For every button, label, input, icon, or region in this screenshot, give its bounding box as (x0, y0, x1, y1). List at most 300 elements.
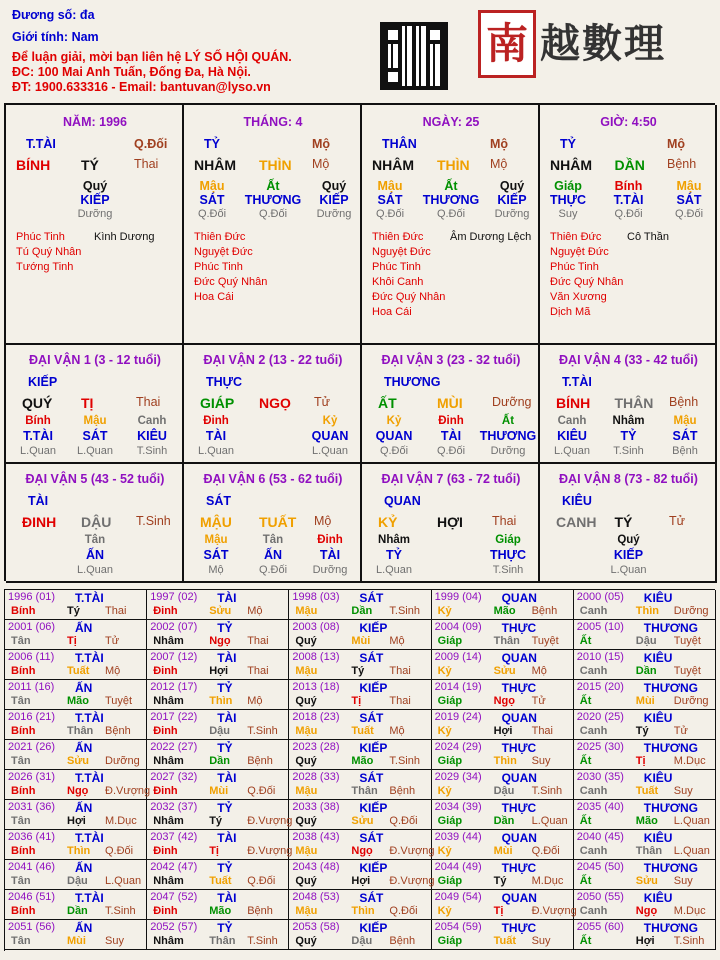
year-god: TỶ (217, 621, 233, 635)
year-branch: Tị (209, 845, 219, 857)
year-cell (5, 710, 147, 740)
dv-hidden-stem: Mậu (204, 534, 228, 546)
pillar-title: NĂM: 1996 (63, 115, 127, 129)
dai-van-phase: Dưỡng (492, 395, 532, 409)
year-stem: Tân (11, 635, 31, 647)
year-phase: Mộ (247, 605, 263, 617)
year-cell (289, 860, 435, 890)
year-phase: Thai (247, 635, 269, 647)
year-label: 2053 (58) (292, 921, 340, 933)
star-left: Dịch Mã (550, 306, 591, 318)
year-branch: Mùi (635, 695, 655, 707)
hidden-god: SÁT (676, 193, 702, 207)
year-branch: Tuất (67, 665, 90, 677)
year-branch: Thân (67, 725, 94, 737)
year-god: KIẾP (359, 861, 388, 875)
year-label: 2026 (31) (8, 771, 56, 783)
year-label: 2005 (10) (576, 621, 624, 633)
dv-hidden-phase: L.Quan (19, 445, 57, 457)
year-god: ẤN (75, 741, 93, 755)
year-branch: Hợi (635, 935, 655, 947)
dv-hidden-phase: L.Quan (76, 564, 114, 576)
dv-hidden-god: ẤN (263, 548, 283, 562)
year-god: THƯƠNG (643, 681, 698, 695)
year-branch: Hợi (67, 815, 86, 827)
year-god: QUAN (501, 591, 537, 605)
dai-van-cell (184, 464, 362, 583)
year-cell (289, 680, 431, 710)
year-phase: M.Dục (105, 815, 137, 827)
pillar-stem: NHÂM (194, 157, 236, 173)
year-branch: Tị (67, 635, 77, 647)
year-label: 2052 (57) (150, 921, 198, 933)
year-stem: Giáp (437, 875, 463, 887)
year-stem: Kỷ (437, 665, 452, 677)
year-god: TÀI (217, 711, 237, 725)
year-god: ẤN (75, 861, 93, 875)
hidden-phase: Q.Đối (436, 208, 466, 220)
year-label: 2008 (13) (292, 651, 340, 663)
year-stem: Canh (579, 605, 608, 617)
star-left: Phúc Tinh (194, 261, 243, 273)
year-cell (432, 830, 574, 860)
year-label: 2054 (59) (434, 921, 482, 933)
dv-hidden-phase: L.Quan (375, 564, 413, 576)
year-god: TÀI (217, 591, 237, 605)
year-cell (432, 710, 574, 740)
dv-hidden-phase: L.Quan (311, 445, 349, 457)
year-label: 2043 (48) (292, 861, 340, 873)
year-stem: Ất (579, 635, 592, 647)
year-stem: Canh (579, 845, 608, 857)
year-cell (147, 620, 289, 650)
year-cell (574, 890, 716, 920)
year-stem: Quý (295, 695, 317, 707)
year-phase: Bệnh (105, 725, 131, 737)
dv-hidden-god: TỶ (620, 429, 637, 443)
year-god: TỶ (217, 921, 233, 935)
year-branch: Sửu (635, 875, 658, 887)
year-god: TỶ (217, 681, 233, 695)
contact-note: Để luận giải, mời bạn liên hệ LÝ SỐ HỘI QUÁN. (12, 50, 292, 64)
year-stem: Kỷ (437, 905, 452, 917)
year-branch: Dậu (209, 725, 230, 737)
year-god: SÁT (359, 651, 384, 665)
year-stem: Kỷ (437, 845, 452, 857)
year-phase: Thai (247, 665, 269, 677)
pillar-cell (184, 105, 362, 345)
dai-van-branch: DẬU (81, 514, 112, 530)
year-label: 2016 (21) (8, 711, 56, 723)
star-left: Văn Xương (550, 291, 607, 303)
year-label: 1997 (02) (150, 591, 198, 603)
dai-van-cell (540, 464, 717, 583)
year-label: 2017 (22) (150, 711, 198, 723)
year-phase: Đ.Vượng (247, 845, 293, 857)
hidden-god: KIẾP (497, 193, 527, 207)
year-label: 2024 (29) (434, 741, 482, 753)
star-left: Đức Quý Nhân (194, 276, 268, 288)
dv-hidden-phase: Mộ (208, 564, 224, 576)
dv-hidden-stem: Giáp (495, 534, 521, 546)
year-branch: Dần (351, 605, 373, 617)
year-stem: Quý (295, 875, 317, 887)
year-label: 2041 (46) (8, 861, 56, 873)
hidden-stem: Bính (614, 179, 643, 193)
year-stem: Ất (579, 695, 592, 707)
year-label: 2044 (49) (434, 861, 482, 873)
year-cell (147, 650, 289, 680)
year-god: THỰC (501, 801, 537, 815)
dv-hidden-god: SÁT (203, 548, 229, 562)
year-stem: Nhâm (153, 755, 184, 767)
year-label: 2034 (39) (434, 801, 482, 813)
year-cell (574, 680, 716, 710)
year-god: TỶ (217, 861, 233, 875)
dai-van-title: ĐẠI VẬN 7 (63 - 72 tuổi) (381, 472, 521, 486)
year-god: KIÊU (643, 891, 673, 905)
dai-van-stem: ẤT (378, 395, 397, 411)
year-cell (574, 860, 716, 890)
year-branch: Mão (351, 755, 374, 767)
year-cell (574, 650, 716, 680)
hidden-stem: Ất (266, 179, 280, 193)
year-label: 2014 (19) (434, 681, 482, 693)
year-label: 2049 (54) (434, 891, 482, 903)
year-cell (289, 770, 431, 800)
year-cell (289, 920, 431, 950)
year-branch: Thân (493, 635, 520, 647)
year-label: 2033 (38) (292, 801, 340, 813)
year-stem: Mậu (295, 845, 318, 857)
pillar-title: THÁNG: 4 (243, 115, 303, 129)
year-god: TÀI (217, 651, 237, 665)
year-branch: Thìn (351, 905, 375, 917)
star-left: Đức Quý Nhân (550, 276, 624, 288)
year-phase: Suy (673, 875, 693, 887)
dai-van-phase: Thai (136, 395, 161, 409)
year-branch: Dậu (351, 935, 373, 947)
year-god: T.TÀI (75, 771, 104, 785)
star-right: Kình Dương (94, 231, 155, 243)
star-right: Âm Dương Lệch (450, 231, 532, 243)
dv-hidden-stem: Đinh (203, 415, 229, 427)
gender: Giới tính: Nam (12, 30, 99, 44)
hidden-god: SÁT (199, 193, 225, 207)
dai-van-phase: Tử (314, 395, 331, 409)
year-branch: Tý (493, 875, 507, 887)
year-branch: Hợi (493, 725, 513, 737)
year-branch: Tuất (493, 935, 516, 947)
year-phase: Bệnh (531, 605, 558, 617)
year-stem: Giáp (437, 755, 463, 767)
year-stem: Đinh (153, 605, 178, 617)
year-god: THƯƠNG (643, 741, 698, 755)
dv-hidden-god: TÀI (205, 429, 227, 443)
star-left: Hoa Cái (194, 291, 234, 303)
year-stem: Mậu (295, 605, 318, 617)
year-phase: Tử (673, 725, 688, 737)
year-cell (147, 800, 293, 830)
year-god: QUAN (501, 891, 537, 905)
dai-van-phase: Thai (492, 514, 517, 528)
year-phase: T.Sinh (247, 935, 278, 947)
dv-hidden-god: T.TÀI (23, 429, 53, 443)
dv-hidden-god: QUAN (311, 429, 349, 443)
pillar-phase: Mộ (312, 157, 330, 171)
year-cell (574, 800, 716, 830)
star-left: Khôi Canh (372, 276, 424, 288)
year-branch: Dần (209, 755, 230, 767)
year-branch: Tuất (635, 785, 659, 797)
year-phase: M.Dục (531, 875, 564, 887)
year-label: 2003 (08) (292, 621, 340, 633)
year-label: 2010 (15) (576, 651, 624, 663)
year-stem: Nhâm (153, 635, 184, 647)
year-label: 2023 (28) (292, 741, 340, 753)
year-label: 2027 (32) (150, 771, 198, 783)
year-stem: Tân (11, 755, 31, 767)
year-branch: Thìn (493, 755, 517, 767)
dv-hidden-god: SÁT (82, 429, 108, 443)
hidden-god: THƯƠNG (244, 193, 302, 207)
year-branch: Mùi (209, 785, 229, 797)
year-stem: Kỷ (437, 605, 452, 617)
year-god: KIÊU (643, 771, 673, 785)
year-phase: Bệnh (389, 785, 416, 797)
star-left: Nguyệt Đức (372, 246, 431, 258)
dai-van-title: ĐẠI VẬN 6 (53 - 62 tuổi) (203, 472, 343, 486)
year-cell (147, 920, 289, 950)
dai-van-phase: Bệnh (669, 395, 699, 409)
dv-hidden-god: KIÊU (557, 429, 587, 443)
dai-van-stem: QUÝ (22, 395, 53, 411)
pillar-top-right: Mộ (667, 137, 686, 151)
star-left: Nguyệt Đức (550, 246, 609, 258)
year-god: TỶ (217, 741, 233, 755)
year-cell (5, 830, 147, 860)
year-branch: Mão (67, 695, 89, 707)
year-label: 2045 (50) (576, 861, 624, 873)
year-phase: Q.Đối (389, 905, 418, 917)
year-label: 2029 (34) (434, 771, 482, 783)
year-phase: Suy (105, 935, 124, 947)
year-branch: Tuất (209, 875, 232, 887)
dv-hidden-stem: Nhâm (612, 415, 645, 427)
year-god: SÁT (359, 591, 384, 605)
year-branch: Ngọ (209, 635, 231, 647)
year-stem: Quý (295, 815, 317, 827)
year-branch: Thìn (635, 605, 660, 617)
year-phase: Mộ (247, 695, 263, 707)
year-label: 2019 (24) (434, 711, 482, 723)
hidden-phase: Q.Đối (375, 208, 405, 220)
dv-hidden-phase: L.Quan (76, 445, 114, 457)
hidden-phase: Dưỡng (494, 208, 530, 220)
hidden-phase: Q.Đối (614, 208, 643, 220)
year-branch: Tị (493, 905, 504, 917)
year-god: KIẾP (359, 621, 388, 635)
year-cell (574, 590, 716, 620)
dai-van-branch: TÝ (614, 514, 633, 530)
year-branch: Dần (67, 905, 88, 917)
year-phase: Mộ (389, 725, 405, 737)
year-phase: Tử (531, 695, 546, 707)
year-branch: Thìn (67, 845, 91, 857)
dv-hidden-stem: Tân (262, 534, 284, 546)
year-branch: Ngọ (67, 785, 89, 797)
year-phase: Q.Đối (105, 845, 134, 857)
year-god: TÀI (217, 891, 237, 905)
year-stem: Đinh (153, 785, 178, 797)
year-god: TỶ (217, 801, 233, 815)
pillar-stem-god: THÂN (382, 137, 417, 151)
dai-van-cell (540, 345, 717, 464)
year-stem: Tân (11, 935, 31, 947)
owner-name: Đương số: đa (12, 8, 95, 22)
hidden-stem: Mậu (377, 179, 403, 193)
dai-van-stem: CANH (556, 514, 597, 530)
year-label: 2007 (12) (150, 651, 198, 663)
year-cell (5, 890, 147, 920)
year-cell (289, 890, 431, 920)
year-god: THƯƠNG (643, 801, 698, 815)
year-label: 1999 (04) (434, 591, 482, 603)
hidden-stem: Quý (82, 179, 108, 193)
year-cell (574, 620, 716, 650)
dv-hidden-god: SÁT (672, 429, 698, 443)
dv-hidden-god: QUAN (375, 429, 413, 443)
year-label: 2025 (30) (576, 741, 624, 753)
dv-hidden-god: THƯƠNG (479, 429, 537, 443)
year-branch: Sửu (351, 815, 374, 827)
year-stem: Đinh (153, 725, 178, 737)
year-phase: L.Quan (531, 815, 568, 827)
year-god: KIÊU (643, 651, 673, 665)
annual-table (4, 589, 715, 951)
year-cell (432, 740, 574, 770)
year-branch: Mão (635, 815, 658, 827)
hidden-god: THƯƠNG (422, 193, 480, 207)
dv-hidden-phase: Dưỡng (312, 564, 348, 576)
year-stem: Tân (11, 695, 31, 707)
dai-van-title: ĐẠI VẬN 2 (13 - 22 tuổi) (203, 353, 343, 367)
dv-hidden-phase: L.Quan (197, 445, 235, 457)
year-stem: Ất (579, 755, 592, 767)
year-cell (289, 740, 431, 770)
year-phase: Đ.Vượng (531, 905, 577, 917)
year-label: 2055 (60) (576, 921, 624, 933)
year-cell (574, 830, 716, 860)
year-stem: Mậu (295, 905, 318, 917)
year-branch: Tý (351, 665, 365, 677)
year-god: THỰC (501, 861, 537, 875)
pillar-cell (362, 105, 540, 345)
year-stem: Nhâm (153, 695, 184, 707)
dai-van-branch: NGỌ (259, 395, 291, 411)
dai-van-cell (362, 345, 540, 464)
year-god: ẤN (75, 921, 93, 935)
dai-van-branch: THÂN (614, 395, 654, 411)
dai-van-branch: TỊ (81, 395, 94, 411)
dv-hidden-stem: Mậu (83, 415, 107, 427)
dv-hidden-stem: Kỷ (386, 415, 402, 427)
year-stem: Mậu (295, 665, 318, 677)
year-stem: Bính (11, 605, 36, 617)
hidden-god: THỰC (549, 193, 587, 207)
star-left: Phúc Tinh (550, 261, 599, 273)
year-phase: Tuyệt (673, 665, 701, 677)
hidden-stem: Ất (444, 179, 458, 193)
year-cell (5, 620, 147, 650)
year-phase: Q.Đối (247, 785, 276, 797)
dv-hidden-stem: Bính (25, 415, 51, 427)
pillar-stem: NHÂM (550, 157, 592, 173)
year-label: 2038 (43) (292, 831, 340, 843)
year-label: 2050 (55) (576, 891, 624, 903)
year-label: 2001 (06) (8, 621, 56, 633)
year-god: THƯƠNG (643, 621, 698, 635)
year-cell (5, 800, 147, 830)
dai-van-stem: ĐINH (22, 514, 57, 530)
pillar-top-right: Mộ (490, 137, 509, 151)
year-label: 2012 (17) (150, 681, 198, 693)
year-cell (432, 860, 574, 890)
year-phase: Đ.Vượng (389, 875, 435, 887)
year-branch: Dậu (493, 785, 515, 797)
qr-code-icon (380, 22, 448, 90)
dai-van-cell (362, 464, 540, 583)
year-god: QUAN (501, 651, 537, 665)
year-stem: Bính (11, 725, 36, 737)
dv-hidden-stem: Canh (137, 415, 167, 427)
dv-hidden-phase: L.Quan (553, 445, 591, 457)
year-god: TÀI (217, 831, 237, 845)
year-god: SÁT (359, 711, 384, 725)
year-label: 2028 (33) (292, 771, 340, 783)
year-cell (147, 860, 289, 890)
year-god: KIẾP (359, 681, 388, 695)
dai-van-cell (6, 345, 184, 464)
year-label: 2004 (09) (434, 621, 482, 633)
dai-van-title: ĐẠI VẬN 4 (33 - 42 tuổi) (559, 353, 698, 367)
dv-hidden-stem: Đinh (438, 415, 464, 427)
dv-hidden-phase: T.Sinh (136, 445, 168, 457)
hidden-phase: Q.Đối (674, 208, 704, 220)
dai-van-branch: TUẤT (259, 514, 297, 530)
year-phase: Suy (531, 755, 551, 767)
pillar-branch: DẦN (614, 157, 645, 173)
hidden-god: KIẾP (319, 193, 349, 207)
year-label: 2042 (47) (150, 861, 198, 873)
year-label: 2022 (27) (150, 741, 198, 753)
dai-van-cell (6, 464, 184, 583)
year-phase: M.Dục (673, 755, 706, 767)
year-phase: Bệnh (247, 755, 273, 767)
year-phase: Thai (389, 665, 411, 677)
pillar-stem: NHÂM (372, 157, 414, 173)
dai-van-god: KIẾP (28, 375, 58, 389)
year-phase: Q.Đối (247, 875, 276, 887)
year-label: 2013 (18) (292, 681, 340, 693)
year-label: 2036 (41) (8, 831, 56, 843)
year-stem: Ất (579, 935, 592, 947)
year-phase: Mộ (105, 665, 121, 677)
dv-hidden-phase: Dưỡng (490, 445, 526, 457)
year-label: 2021 (26) (8, 741, 56, 753)
year-stem: Bính (11, 845, 36, 857)
year-god: T.TÀI (75, 711, 104, 725)
